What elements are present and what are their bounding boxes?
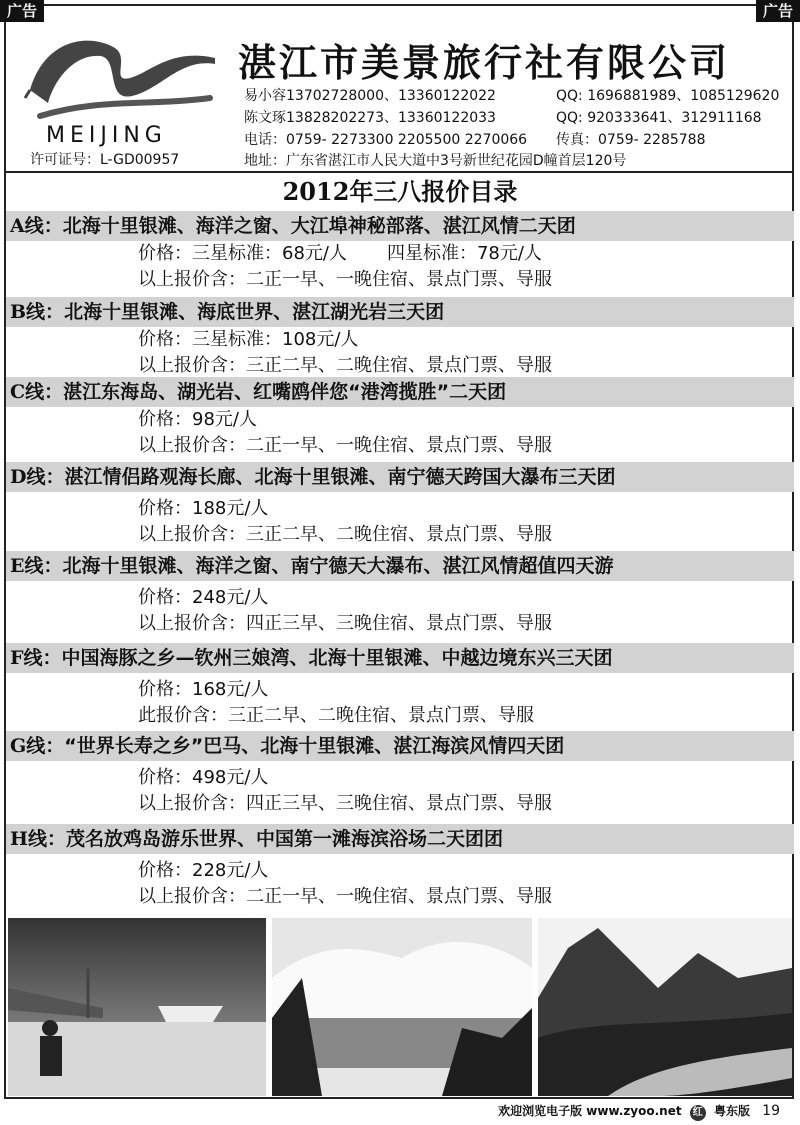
price: 价格：248元/人 xyxy=(138,587,269,608)
price-includes: 以上报价含：二正一早、一晚住宿、景点门票、导服 xyxy=(138,435,552,456)
route-name: 茂名放鸡岛游乐世界、中国第一滩海滨浴场二天团团 xyxy=(65,828,503,850)
price-row xyxy=(138,765,794,791)
price-row xyxy=(138,585,794,611)
route-code: H线： xyxy=(10,828,66,850)
contact-left: 电话：0759- 2273300 2205500 2270066 xyxy=(244,132,528,148)
edition-name: 粤东版 xyxy=(713,1104,750,1118)
route-title xyxy=(6,211,794,241)
route-f xyxy=(6,643,794,729)
photo-bridge-beach xyxy=(8,918,266,1096)
route-title xyxy=(6,731,794,761)
route-title xyxy=(6,551,794,581)
route-name: 中国海豚之乡—钦州三娘湾、北海十里银滩、中越边境东兴三天团 xyxy=(61,647,613,669)
price-row xyxy=(138,327,794,353)
price: 价格：168元/人 xyxy=(138,679,269,700)
route-title xyxy=(6,643,794,673)
footer-text: 欢迎浏览电子版 www.zyoo.net xyxy=(498,1104,682,1118)
company-address: 地址：广东省湛江市人民大道中3号新世纪花园D幢首层120号 xyxy=(244,153,627,169)
route-code: B线： xyxy=(10,301,65,323)
price-row xyxy=(138,407,794,433)
route-details xyxy=(6,854,794,910)
price: 价格：228元/人 xyxy=(138,860,269,881)
route-code: A线： xyxy=(10,215,63,237)
contact-row xyxy=(244,107,762,127)
route-name: 北海十里银滩、海底世界、湛江湖光岩三天团 xyxy=(64,301,445,323)
route-h xyxy=(6,824,794,910)
route-name: 北海十里银滩、海洋之窗、大江埠神秘部落、湛江风情二天团 xyxy=(62,215,576,237)
route-name: 湛江东海岛、湖光岩、红嘴鸥伴您“港湾揽胜”二天团 xyxy=(63,381,507,403)
route-d xyxy=(6,462,794,548)
price-includes: 以上报价含：四正三早、三晚住宿、景点门票、导服 xyxy=(138,613,552,634)
license-number: 许可证号：L-GD00957 xyxy=(30,152,180,168)
route-code: D线： xyxy=(10,466,65,488)
price-row xyxy=(138,496,794,522)
price-premium: 四星标准：78元/人 xyxy=(386,243,542,264)
page-number: 19 xyxy=(762,1103,780,1119)
route-title xyxy=(6,462,794,492)
contact-left: 陈文琢13828202273、13360122033 xyxy=(244,110,496,126)
price-includes: 以上报价含：三正二早、二晚住宿、景点门票、导服 xyxy=(138,355,552,376)
route-name: 北海十里银滩、海洋之窗、南宁德天大瀑布、湛江风情超值四天游 xyxy=(62,555,614,577)
price: 价格：98元/人 xyxy=(138,409,257,430)
price: 价格：188元/人 xyxy=(138,498,269,519)
price-includes: 以上报价含：三正二早、二晚住宿、景点门票、导服 xyxy=(138,524,552,545)
route-name: “世界长寿之乡”巴马、北海十里银滩、湛江海滨风情四天团 xyxy=(64,735,565,757)
route-name: 湛江情侣路观海长廊、北海十里银滩、南宁德天跨国大瀑布三天团 xyxy=(64,466,616,488)
edition-badge: 红 xyxy=(690,1105,706,1121)
contact-right: QQ: 920333641、312911168 xyxy=(556,110,762,126)
route-details xyxy=(6,673,794,729)
price-includes: 以上报价含：四正三早、三晚住宿、景点门票、导服 xyxy=(138,793,552,814)
route-code: F线： xyxy=(10,647,62,669)
price-standard: 价格：三星标准：68元/人 xyxy=(138,243,347,264)
route-details xyxy=(6,581,794,637)
ad-tag-left: 广告 xyxy=(0,0,44,22)
price-row xyxy=(138,241,794,267)
route-details xyxy=(6,327,794,379)
contact-right: QQ: 1696881989、1085129620 xyxy=(556,88,780,104)
page-footer xyxy=(498,1102,780,1121)
route-title xyxy=(6,297,794,327)
brand-name: MEIJING xyxy=(46,123,167,148)
contact-row xyxy=(244,129,706,149)
route-details xyxy=(6,761,794,817)
route-code: G线： xyxy=(10,735,65,757)
route-code: C线： xyxy=(10,381,64,403)
route-title xyxy=(6,824,794,854)
price-includes: 以上报价含：二正一早、一晚住宿、景点门票、导服 xyxy=(138,269,552,290)
price: 价格：三星标准：108元/人 xyxy=(138,329,359,350)
price: 价格：498元/人 xyxy=(138,767,269,788)
photo-strip xyxy=(6,918,794,1096)
company-name: 湛江市美景旅行社有限公司 xyxy=(238,40,731,85)
price-row xyxy=(138,677,794,703)
ad-tag-right: 广告 xyxy=(756,0,800,22)
price-includes: 此报价含：三正二早、二晚住宿、景点门票、导服 xyxy=(138,705,534,726)
route-b xyxy=(6,297,794,379)
photo-karst-river xyxy=(538,918,792,1096)
company-header xyxy=(6,22,794,172)
contact-row xyxy=(244,85,780,105)
route-code: E线： xyxy=(10,555,63,577)
contact-left: 易小容13702728000、13360122022 xyxy=(244,88,496,104)
route-e xyxy=(6,551,794,637)
route-title xyxy=(6,377,794,407)
contact-right: 传真：0759- 2285788 xyxy=(556,132,706,148)
route-c xyxy=(6,377,794,459)
route-g xyxy=(6,731,794,817)
route-details xyxy=(6,407,794,459)
photo-lake-forest xyxy=(272,918,532,1096)
price-row xyxy=(138,858,794,884)
price-includes: 以上报价含：二正一早、一晚住宿、景点门票、导服 xyxy=(138,886,552,907)
route-a xyxy=(6,211,794,293)
route-details xyxy=(6,241,794,293)
catalog-title: 2012年三八报价目录 xyxy=(282,177,518,206)
route-details xyxy=(6,492,794,548)
